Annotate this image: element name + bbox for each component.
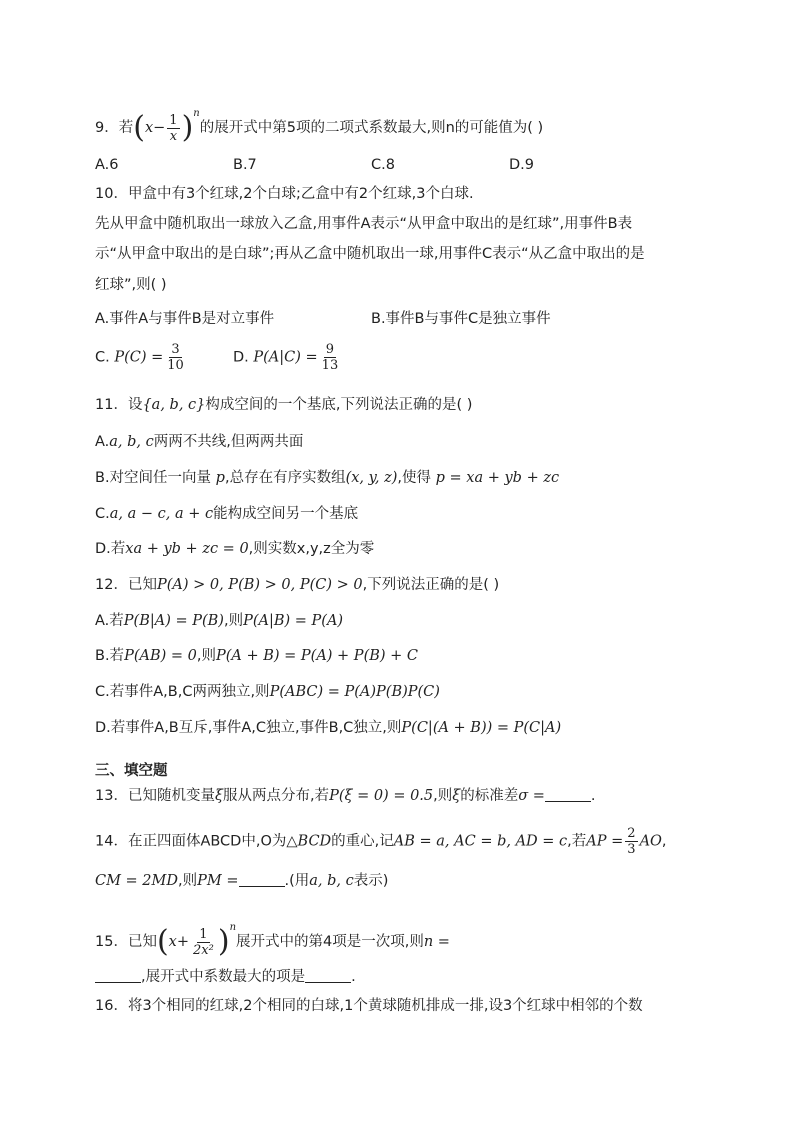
- q10-option-d: D. P(A|C) = $\frac{9}{13}$: [233, 342, 339, 373]
- question-12: 12．已知P(A) > 0, P(B) > 0, P(C) > 0,下列说法正确的是( ): [95, 577, 500, 593]
- q10-option-c: C. P(C) = $\frac{3}{10}$: [95, 342, 184, 373]
- right-paren: ): [181, 110, 194, 145]
- q9-suffix: 的展开式中第5项的二项式系数最大,则n的可能值为( ): [199, 120, 544, 136]
- q9-minus: −: [153, 120, 166, 136]
- q9-option-b: B.7: [233, 157, 257, 173]
- question-15: 15．已知(x+ $\frac{1}{\text{2x²}}$ )$^n$展开式中的第4项是一次项,则n =: [95, 922, 450, 959]
- left-paren: (: [133, 110, 145, 145]
- q10-option-a: A.事件A与事件B是对立事件: [95, 311, 275, 327]
- q12-option-d: D.若事件A,B互斥,事件A,C独立,事件B,C独立,则P(C|(A + B)) = P(C|A): [95, 720, 562, 736]
- q9-power: n: [193, 108, 200, 119]
- q12-option-b: B.若P(AB) = 0,则P(A + B) = P(A) + P(B) + C: [95, 648, 418, 664]
- question-9: [95, 104, 543, 144]
- q10-option-b: B.事件B与事件C是独立事件: [371, 311, 551, 327]
- q9-fraction: $\frac{1}{x}$: [169, 112, 178, 144]
- q11-option-c: C.a, a − c, a + c能构成空间另一个基底: [95, 506, 359, 522]
- q16-line-1: 16．将3个相同的红球,2个相同的白球,1个黄球随机排成一排,设3个红球中相邻的个数: [95, 998, 643, 1014]
- q15-answer-blank-2[interactable]: [305, 968, 351, 983]
- q11-option-b: B.对空间任一向量 p,总存在有序实数组(x, y, z),使得 p = xa + yb + zc: [95, 470, 560, 486]
- q10-line-1: 10．甲盒中有3个红球,2个白球;乙盒中有2个红球,3个白球.: [95, 186, 474, 202]
- question-14: 14．在正四面体ABCD中,O为△BCD的重心,记AB = a, AC = b, AD = c,若AP = $\frac{2}{3}$ AO,: [95, 826, 667, 857]
- q9-option-d: D.9: [509, 157, 534, 173]
- q15-line-2: ,展开式中系数最大的项是 .: [95, 967, 356, 987]
- q9-x: x: [144, 120, 154, 136]
- q12-option-c: C.若事件A,B,C两两独立,则P(ABC) = P(A)P(B)P(C): [95, 684, 440, 700]
- q9-prefix: 9．若: [95, 120, 134, 136]
- q10-line-2: 先从甲盒中随机取出一球放入乙盒,用事件A表示“从甲盒中取出的是红球”,用事件B表: [95, 216, 633, 232]
- question-11: 11．设{a, b, c}构成空间的一个基底,下列说法正确的是( ): [95, 397, 473, 413]
- q12-option-a: A.若P(B|A) = P(B),则P(A|B) = P(A): [95, 613, 344, 629]
- q11-basis-set: {a, b, c}: [142, 397, 206, 413]
- q9-option-c: C.8: [371, 157, 395, 173]
- q15-answer-blank-1[interactable]: [95, 968, 141, 983]
- q14-line-2: CM = 2MD,则PM = .(用a, b, c表示): [95, 873, 389, 889]
- q10-line-3: 示“从甲盒中取出的是白球”;再从乙盒中随机取出一球,用事件C表示“从乙盒中取出的是: [95, 246, 645, 262]
- question-13: 13．已知随机变量ξ服从两点分布,若P(ξ = 0) = 0.5,则ξ的标准差σ = .: [95, 788, 596, 804]
- q13-answer-blank[interactable]: [545, 787, 591, 802]
- q14-answer-blank[interactable]: [239, 872, 285, 887]
- section-title-fill-in: 三、填空题: [95, 763, 168, 779]
- q9-option-a: A.6: [95, 157, 119, 173]
- q11-option-d: D.若xa + yb + zc = 0,则实数x,y,z全为零: [95, 541, 375, 557]
- q10-line-4: 红球”,则( ): [95, 277, 167, 293]
- q11-option-a: A.a, b, c两两不共线,但两两共面: [95, 434, 304, 450]
